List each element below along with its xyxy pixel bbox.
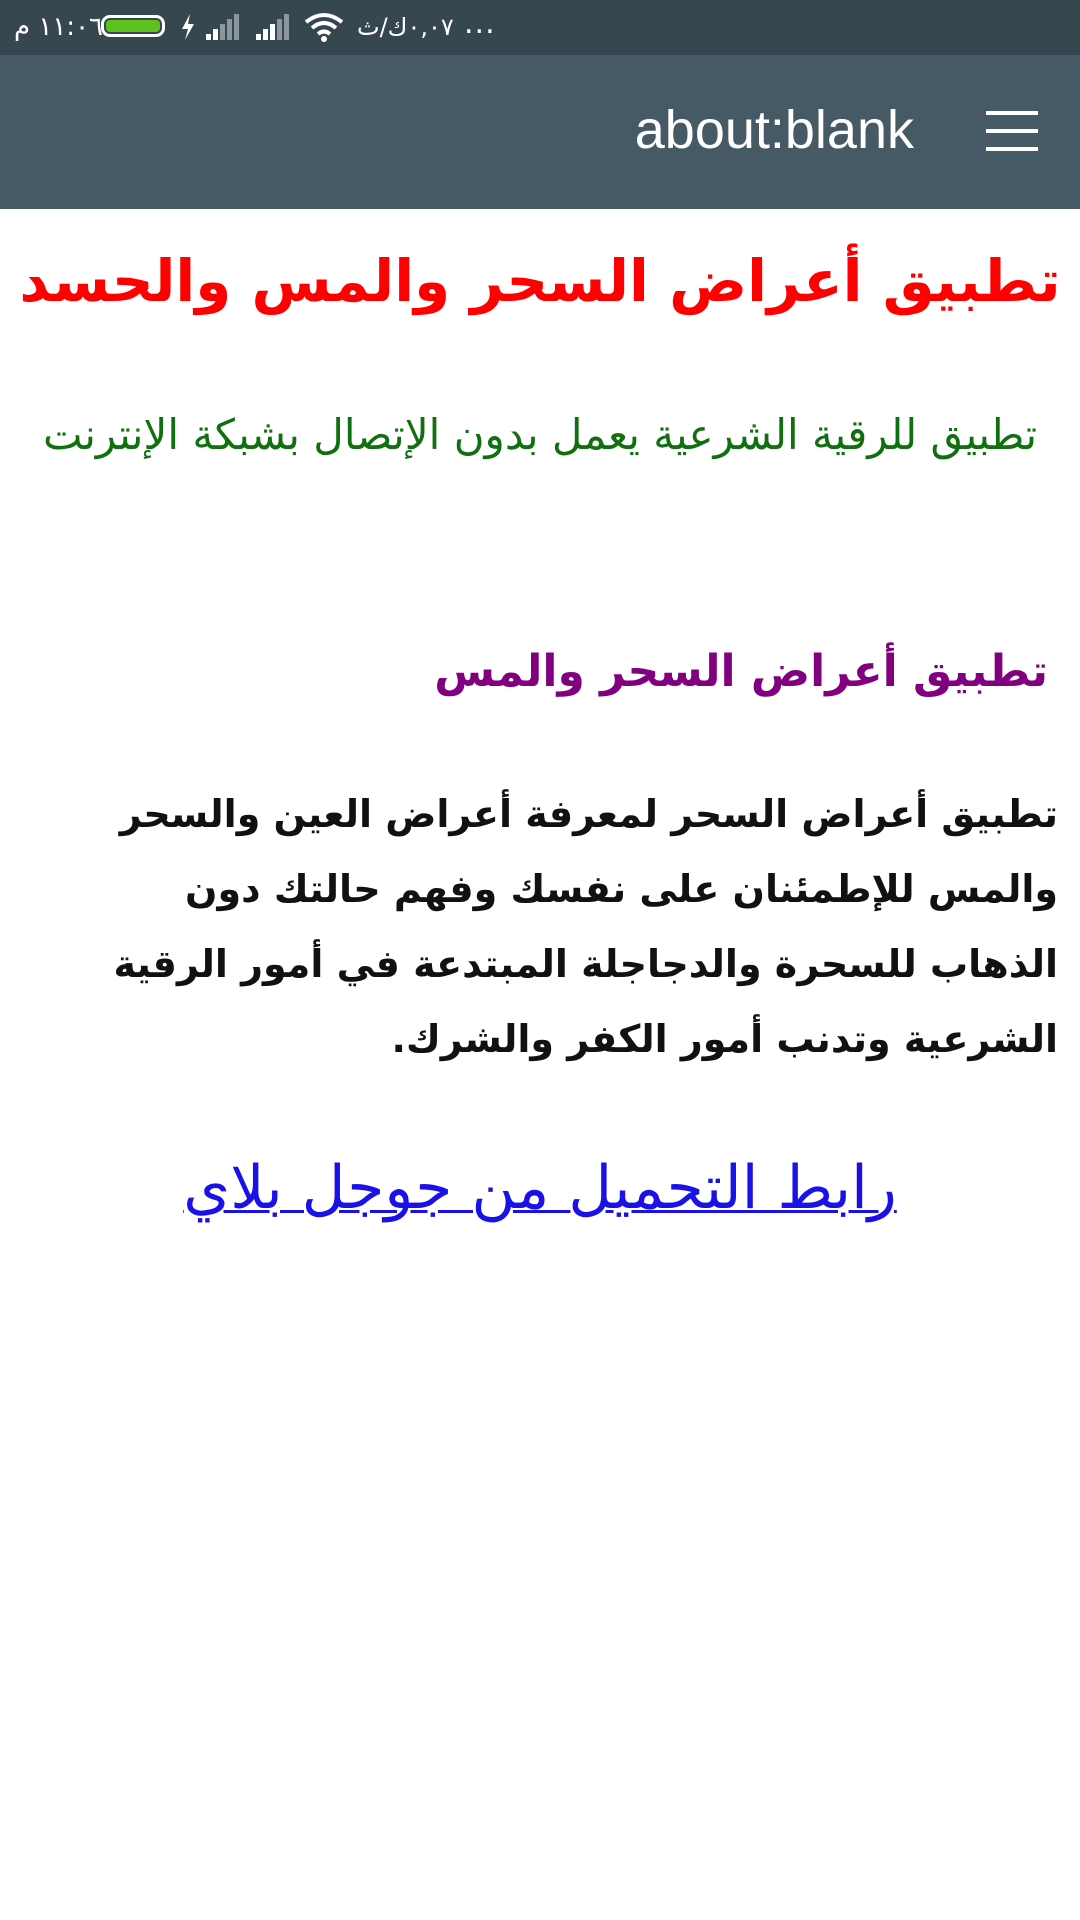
google-play-download-link[interactable]: رابط التحميل من جوجل بلاي bbox=[183, 1153, 897, 1223]
wifi-icon bbox=[304, 12, 344, 42]
signal-icon bbox=[206, 14, 240, 40]
article-subtitle: تطبيق للرقية الشرعية يعمل بدون الإتصال بشبكة الإنترنت bbox=[42, 410, 1038, 459]
status-time: ١١:٠٦ م bbox=[14, 12, 103, 42]
hamburger-menu-icon[interactable] bbox=[986, 111, 1042, 151]
signal-icon bbox=[256, 14, 290, 40]
network-speed: ٠,٠٧ك/ث bbox=[357, 13, 454, 41]
description-paragraph: تطبيق أعراض السحر لمعرفة أعراض العين والسحر والمس للإطمئنان على نفسك وفهم حالتك دون الذهاب للسحرة والدجاجلة المبتدعة في أمور الرقية الشرعية وتدنب أمور الكفر والشرك. bbox=[113, 792, 1058, 1061]
battery-icon bbox=[101, 15, 165, 37]
more-notifications-icon: ... bbox=[464, 6, 496, 41]
app-bar bbox=[0, 55, 1080, 209]
article-title: تطبيق أعراض السحر والمس والحسد bbox=[19, 247, 1061, 315]
status-bar bbox=[0, 0, 1080, 55]
section-heading: تطبيق أعراض السحر والمس bbox=[434, 646, 1048, 697]
battery-level-fill bbox=[106, 20, 160, 32]
menu-line bbox=[986, 111, 1038, 115]
charging-icon bbox=[179, 13, 197, 41]
page-title: about:blank bbox=[634, 100, 914, 160]
menu-line bbox=[986, 129, 1038, 133]
menu-line bbox=[986, 147, 1038, 151]
